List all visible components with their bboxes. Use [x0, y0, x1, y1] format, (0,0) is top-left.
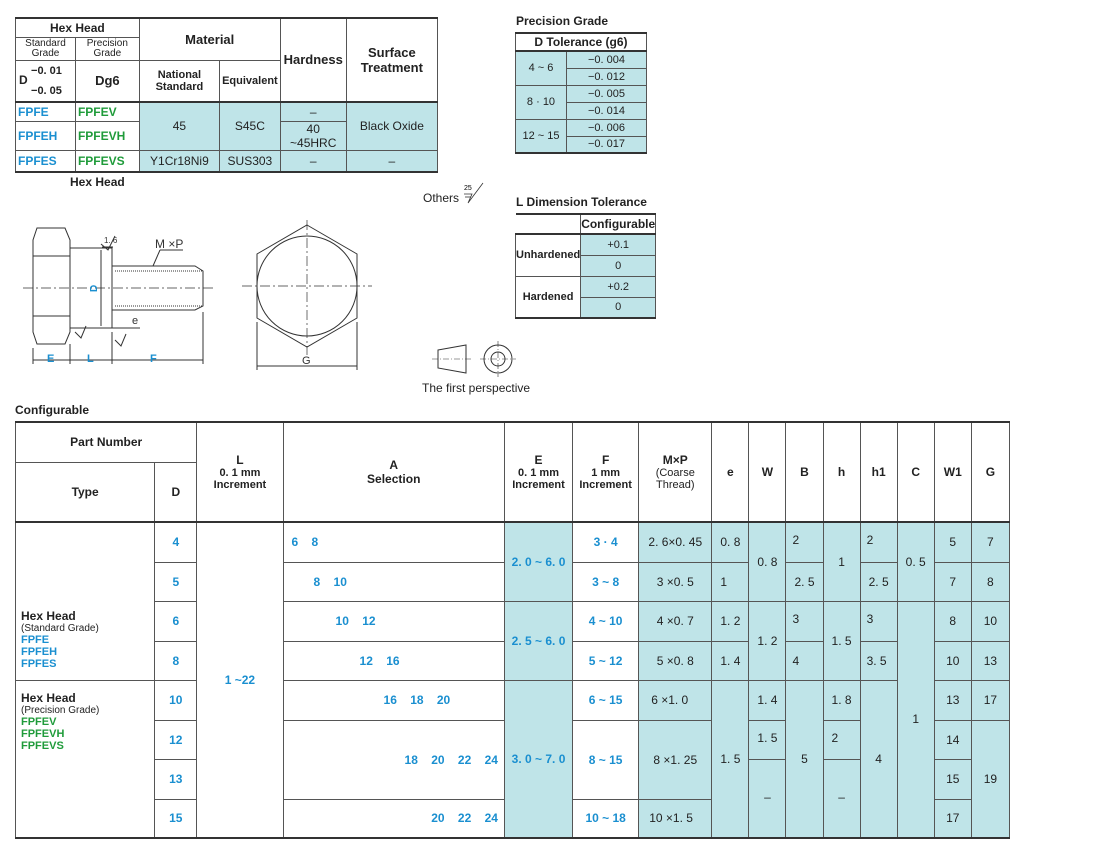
others-label: Others — [423, 191, 460, 205]
hardness-header: Hardness — [280, 18, 346, 102]
drawing-title: Hex Head — [70, 175, 125, 189]
d-4: 4 — [155, 522, 197, 562]
prec-range-3: 12 ~ 15 — [516, 119, 567, 153]
material-table — [15, 17, 438, 173]
material-45: 45 — [139, 102, 219, 151]
g-row-4: 7 — [971, 522, 1009, 562]
configurable-header: Configurable — [581, 214, 656, 234]
b-5: 5 — [786, 680, 823, 838]
type-header: Type — [16, 462, 155, 522]
g-row-10: 17 — [971, 680, 1009, 720]
mxp-row-4: 2. 6×0. 45 — [639, 522, 712, 562]
prec-val-1a: −0. 004 — [567, 51, 647, 68]
b-header: B — [786, 422, 823, 522]
c-1: 1 — [897, 601, 934, 838]
b-25: 2. 5 — [786, 562, 823, 601]
part-fpfes: FPFES — [16, 151, 76, 172]
configurable-title: Configurable — [15, 403, 89, 417]
b-3: 3 — [786, 601, 823, 641]
e-range-2: 2. 5 ~ 6. 0 — [504, 601, 572, 680]
mxp-header: M×P (Coarse Thread) — [639, 422, 712, 522]
part-fpfe: FPFE — [16, 102, 76, 122]
c-05: 0. 5 — [897, 522, 934, 601]
f-row-8: 5 ~ 12 — [573, 641, 639, 680]
w1-row-8: 10 — [934, 641, 971, 680]
l-tolerance-title: L Dimension Tolerance — [516, 195, 647, 209]
g-header: G — [971, 422, 1009, 522]
w-08: 0. 8 — [749, 522, 786, 601]
surface-treatment-header: Surface Treatment — [346, 18, 437, 102]
h1-25: 2. 5 — [860, 562, 897, 601]
c-header: C — [897, 422, 934, 522]
a-row-12-13: 18 20 22 24 — [283, 720, 504, 799]
l-header: L 0. 1 mm Increment — [197, 422, 283, 522]
a-row-6: 10 12 — [283, 601, 504, 641]
f-row-12-13: 8 ~ 15 — [573, 720, 639, 799]
hex-head-drawing — [15, 220, 395, 370]
e-small-label: e — [132, 315, 139, 327]
d-tolerance-header: D Tolerance (g6) — [516, 33, 647, 51]
w-dash: – — [749, 759, 786, 838]
b-2: 2 — [786, 522, 823, 562]
e-range-3: 3. 0 ~ 7. 0 — [504, 680, 572, 838]
hardness-dash: – — [280, 102, 346, 122]
first-perspective-label: The first perspective — [422, 381, 531, 395]
d-13: 13 — [155, 759, 197, 799]
unhardened-label: Unhardened — [516, 234, 581, 276]
f-row-10: 6 ~ 15 — [573, 680, 639, 720]
hardened-plus: +0.2 — [581, 276, 656, 297]
prec-val-3b: −0. 017 — [567, 136, 647, 153]
prec-val-2a: −0. 005 — [567, 85, 647, 102]
l-dim-label: L — [87, 353, 94, 365]
h-2: 2 — [823, 720, 860, 759]
w1-row-12: 14 — [934, 720, 971, 759]
e-small-header: e — [712, 422, 749, 522]
a-header: A Selection — [283, 422, 504, 522]
f-row-6: 4 ~ 10 — [573, 601, 639, 641]
mxp-row-8: 5 ×0. 8 — [639, 641, 712, 680]
d-15: 15 — [155, 799, 197, 838]
e-dim-label: E — [47, 353, 55, 365]
surface-black-oxide: Black Oxide — [346, 102, 437, 151]
w1-row-10: 13 — [934, 680, 971, 720]
a-row-5: 8 10 — [283, 562, 504, 601]
roughness-symbol — [460, 182, 490, 208]
d-header: D — [155, 462, 197, 522]
unhardened-zero: 0 — [581, 255, 656, 276]
b-4: 4 — [786, 641, 823, 680]
h-18: 1. 8 — [823, 680, 860, 720]
a-row-8: 12 16 — [283, 641, 504, 680]
mxp-label: M ×P — [155, 237, 184, 251]
a-row-10: 16 18 20 — [283, 680, 504, 720]
h-1: 1 — [823, 522, 860, 601]
prec-val-1b: −0. 012 — [567, 68, 647, 85]
e-row-5: 1 — [712, 562, 749, 601]
d-tolerance-cell — [16, 60, 76, 102]
mxp-row-6: 4 ×0. 7 — [639, 601, 712, 641]
mxp-row-5: 3 ×0. 5 — [639, 562, 712, 601]
g-19: 19 — [971, 720, 1009, 838]
w1-row-5: 7 — [934, 562, 971, 601]
g-dim-label: G — [302, 355, 311, 367]
f-row-5: 3 ~ 8 — [573, 562, 639, 601]
w1-row-13: 15 — [934, 759, 971, 799]
part-fpfev: FPFEV — [75, 102, 139, 122]
material-s45c: S45C — [220, 102, 281, 151]
e-row-6: 1. 2 — [712, 601, 749, 641]
d-10: 10 — [155, 680, 197, 720]
h1-35: 3. 5 — [860, 641, 897, 680]
h1-3: 3 — [860, 601, 897, 641]
type-standard-cell: Hex Head (Standard Grade) FPFE FPFEH FPFES — [16, 522, 155, 680]
hardness-hrc: 40 ~45HRC — [280, 122, 346, 151]
unhardened-plus: +0.1 — [581, 234, 656, 255]
w1-row-4: 5 — [934, 522, 971, 562]
others-roughness-value: 25 — [464, 185, 472, 192]
prec-val-3a: −0. 006 — [567, 119, 647, 136]
d-6: 6 — [155, 601, 197, 641]
w-15: 1. 5 — [749, 720, 786, 759]
d-8: 8 — [155, 641, 197, 680]
equivalent-header: Equivalent — [220, 60, 281, 102]
h1-4: 4 — [860, 680, 897, 838]
mxp-row-12-13: 8 ×1. 25 — [639, 720, 712, 799]
f-row-15: 10 ~ 18 — [573, 799, 639, 838]
national-standard-header: National Standard — [139, 60, 219, 102]
l-range: 1 ~22 — [197, 522, 283, 838]
d-label: D — [19, 72, 28, 87]
d-5: 5 — [155, 562, 197, 601]
configurable-table — [15, 421, 1010, 839]
w-header: W — [749, 422, 786, 522]
g-row-5: 8 — [971, 562, 1009, 601]
dg6-header: Dg6 — [75, 60, 139, 102]
h1-2: 2 — [860, 522, 897, 562]
d-tol-top: −0. 01 — [31, 64, 62, 77]
material-header: Material — [139, 18, 280, 60]
e-range-1: 2. 0 ~ 6. 0 — [504, 522, 572, 601]
prec-range-2: 8 · 10 — [516, 85, 567, 119]
part-fpfevh: FPFEVH — [75, 122, 139, 151]
w1-row-15: 17 — [934, 799, 971, 838]
h1-header: h1 — [860, 422, 897, 522]
e-15: 1. 5 — [712, 680, 749, 838]
precision-grade-table — [515, 32, 647, 154]
standard-grade-header: Standard Grade — [16, 37, 76, 60]
e-header: E 0. 1 mm Increment — [504, 422, 572, 522]
material-sus303: SUS303 — [220, 151, 281, 172]
precision-grade-title: Precision Grade — [516, 14, 609, 28]
surface-dash: – — [346, 151, 437, 172]
part-number-header: Part Number — [16, 422, 197, 462]
f-row-4: 3 · 4 — [573, 522, 639, 562]
w1-row-6: 8 — [934, 601, 971, 641]
h-15: 1. 5 — [823, 601, 860, 680]
prec-range-1: 4 ~ 6 — [516, 51, 567, 85]
a-row-15: 20 22 24 — [283, 799, 504, 838]
f-dim-label: F — [150, 353, 157, 365]
w-12: 1. 2 — [749, 601, 786, 680]
l-tolerance-table — [515, 213, 656, 319]
w1-header: W1 — [934, 422, 971, 522]
d-12: 12 — [155, 720, 197, 759]
g-row-8: 13 — [971, 641, 1009, 680]
hardened-zero: 0 — [581, 297, 656, 318]
d-dim-label: D — [89, 284, 100, 292]
e-row-8: 1. 4 — [712, 641, 749, 680]
rough-16-label: 1. 6 — [104, 236, 118, 245]
part-fpfevs: FPFEVS — [75, 151, 139, 172]
e-row-4: 0. 8 — [712, 522, 749, 562]
h-dash: – — [823, 759, 860, 838]
hex-head-header: Hex Head — [16, 18, 140, 37]
hardness-dash-2: – — [280, 151, 346, 172]
a-row-4: 6 8 — [283, 522, 504, 562]
type-precision-cell: Hex Head (Precision Grade) FPFEV FPFEVH FPFEVS — [16, 680, 155, 838]
mxp-row-10: 6 ×1. 0 — [639, 680, 712, 720]
d-tol-bottom: −0. 05 — [31, 84, 62, 97]
hardened-label: Hardened — [516, 276, 581, 318]
h-header: h — [823, 422, 860, 522]
g-row-6: 10 — [971, 601, 1009, 641]
mxp-row-15: 10 ×1. 5 — [639, 799, 712, 838]
material-y1cr: Y1Cr18Ni9 — [139, 151, 219, 172]
prec-val-2b: −0. 014 — [567, 102, 647, 119]
precision-grade-header: Precision Grade — [75, 37, 139, 60]
f-header: F 1 mm Increment — [573, 422, 639, 522]
first-perspective-symbol — [428, 340, 523, 378]
w-14: 1. 4 — [749, 680, 786, 720]
part-fpfeh: FPFEH — [16, 122, 76, 151]
